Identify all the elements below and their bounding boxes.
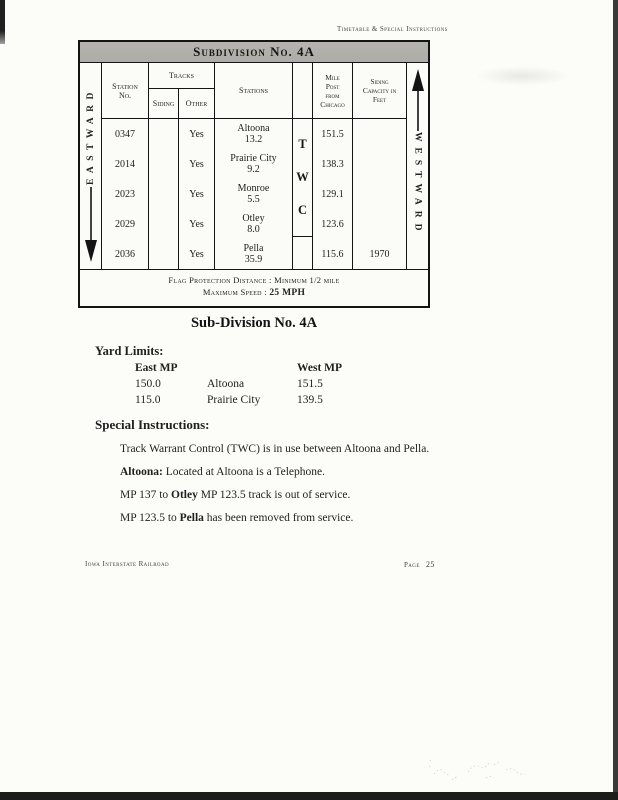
cell-mile-post: 115.6 <box>313 239 353 269</box>
eastward-column <box>80 63 102 269</box>
twc-letter: C <box>297 203 308 217</box>
footer-railroad-name: Iowa Interstate Railroad <box>85 560 169 568</box>
cell-station-name <box>215 119 293 149</box>
special-instruction-item: MP 137 to Otley MP 123.5 track is out of service. <box>120 489 351 501</box>
footer-page-label: Page <box>404 561 420 569</box>
yard-station: Prairie City <box>207 394 261 406</box>
station-name: Otley <box>242 213 265 224</box>
cell-station-name <box>215 209 293 239</box>
yard-col-east-mp: East MP <box>135 362 178 374</box>
footer-page <box>404 560 435 569</box>
yard-limits-section <box>95 344 387 408</box>
special-instruction-item: Track Warrant Control (TWC) is in use between Altoona and Pella. <box>120 443 430 455</box>
special-instruction-item: MP 123.5 to Pella has been removed from service. <box>120 512 354 524</box>
col-header-tracks: Tracks <box>149 63 215 89</box>
station-distance: 35.9 <box>244 254 263 265</box>
col-header-siding: Siding <box>149 89 179 119</box>
cell-station-no: 2014 <box>102 149 149 179</box>
subdivision-heading: Sub-Division No. 4A <box>190 315 318 331</box>
cap-line: Feet <box>372 95 387 104</box>
cell-siding-capacity: 1970 <box>369 248 390 260</box>
cell-station-no: 2023 <box>102 179 149 209</box>
yard-east-mp: 115.0 <box>135 394 161 406</box>
mp-line: from <box>325 90 340 100</box>
yard-west-mp: 139.5 <box>297 394 323 406</box>
yard-station: Altoona <box>207 378 245 390</box>
cell-siding-capacity <box>353 119 406 149</box>
yard-east-mp: 150.0 <box>135 378 161 390</box>
cell-mile-post: 151.5 <box>313 119 353 149</box>
cell-siding-capacity <box>353 209 406 239</box>
station-name: Pella <box>243 243 264 254</box>
timetable-body <box>80 63 428 269</box>
scan-artifact-bottom-edge <box>0 792 618 800</box>
yard-limits-table <box>135 361 387 408</box>
cell-mile-post: 123.6 <box>313 209 353 239</box>
cell-other-tracks: Yes <box>179 209 215 239</box>
eastward-label: EASTWARD <box>85 87 96 185</box>
cell-other-tracks: Yes <box>179 239 215 269</box>
station-name: Altoona <box>237 123 270 134</box>
yard-col-spacer <box>207 361 297 376</box>
station-distance: 9.2 <box>247 164 260 175</box>
cell-station-name <box>215 149 293 179</box>
cell-siding <box>149 179 179 209</box>
cap-line: Siding <box>370 77 389 86</box>
cell-station-name <box>215 239 293 269</box>
special-instructions-section <box>95 417 429 525</box>
scan-artifact-left-edge <box>0 0 5 44</box>
col-header-stations: Stations <box>215 63 293 119</box>
up-arrow-icon <box>411 68 425 132</box>
timetable-footnotes <box>80 269 428 306</box>
cell-siding-capacity <box>353 179 406 209</box>
max-speed-value: 25 MPH <box>269 288 306 298</box>
footer-page-number: 25 <box>425 560 435 569</box>
cell-siding-capacity <box>353 149 406 179</box>
station-distance: 13.2 <box>244 134 263 145</box>
timetable-title: Subdivision No. 4A <box>80 42 428 63</box>
col-header-station-line2: No. <box>118 90 132 100</box>
scan-smudge <box>475 66 570 86</box>
twc-box <box>293 119 312 237</box>
twc-column <box>293 119 313 269</box>
station-distance: 5.5 <box>247 194 260 205</box>
mp-line: Mile <box>325 72 340 82</box>
station-distance: 8.0 <box>247 224 260 235</box>
down-arrow-icon <box>84 185 98 263</box>
yard-limits-heading: Yard Limits: <box>95 344 164 358</box>
col-header-other: Other <box>179 89 215 119</box>
cell-other-tracks: Yes <box>179 149 215 179</box>
westward-column <box>406 63 428 269</box>
max-speed-line <box>80 287 428 298</box>
cell-station-no: 0347 <box>102 119 149 149</box>
cell-siding <box>149 149 179 179</box>
handwritten-marks <box>428 752 558 792</box>
cell-station-name <box>215 179 293 209</box>
special-instruction-item: Altoona: Located at Altoona is a Telephone. <box>120 466 325 478</box>
scan-artifact-right-edge <box>613 0 618 800</box>
cell-mile-post: 138.3 <box>313 149 353 179</box>
flag-protection-line: Flag Protection Distance : Minimum 1/2 mile <box>168 275 340 285</box>
yard-col-west-mp: West MP <box>297 362 343 374</box>
col-header-station-no <box>102 63 149 119</box>
yard-west-mp: 151.5 <box>297 378 323 390</box>
col-header-twc-blank <box>293 63 313 119</box>
document-running-header: Timetable & Special Instructions <box>337 25 448 33</box>
special-instructions-heading: Special Instructions: <box>95 417 210 432</box>
max-speed-label: Maximum Speed : <box>202 287 267 297</box>
col-header-station-line1: Station <box>112 81 138 91</box>
mp-line: Post <box>325 81 340 91</box>
twc-letter: W <box>296 170 309 184</box>
cell-other-tracks: Yes <box>179 179 215 209</box>
cell-siding <box>149 239 179 269</box>
station-name: Monroe <box>237 183 270 194</box>
station-name: Prairie City <box>230 153 277 164</box>
twc-letter: T <box>298 137 307 151</box>
cell-other-tracks: Yes <box>179 119 215 149</box>
cell-siding <box>149 119 179 149</box>
cell-siding <box>149 209 179 239</box>
timetable <box>78 40 430 308</box>
cell-station-no: 2036 <box>102 239 149 269</box>
mp-line: Chicago <box>320 99 345 109</box>
col-header-mile-post <box>313 63 353 119</box>
westward-label: WESTWARD <box>412 132 423 237</box>
cap-line: Capacity in <box>362 86 397 95</box>
col-header-siding-capacity <box>353 63 406 119</box>
cell-mile-post: 129.1 <box>313 179 353 209</box>
timetable-grid <box>102 63 406 269</box>
cell-station-no: 2029 <box>102 209 149 239</box>
